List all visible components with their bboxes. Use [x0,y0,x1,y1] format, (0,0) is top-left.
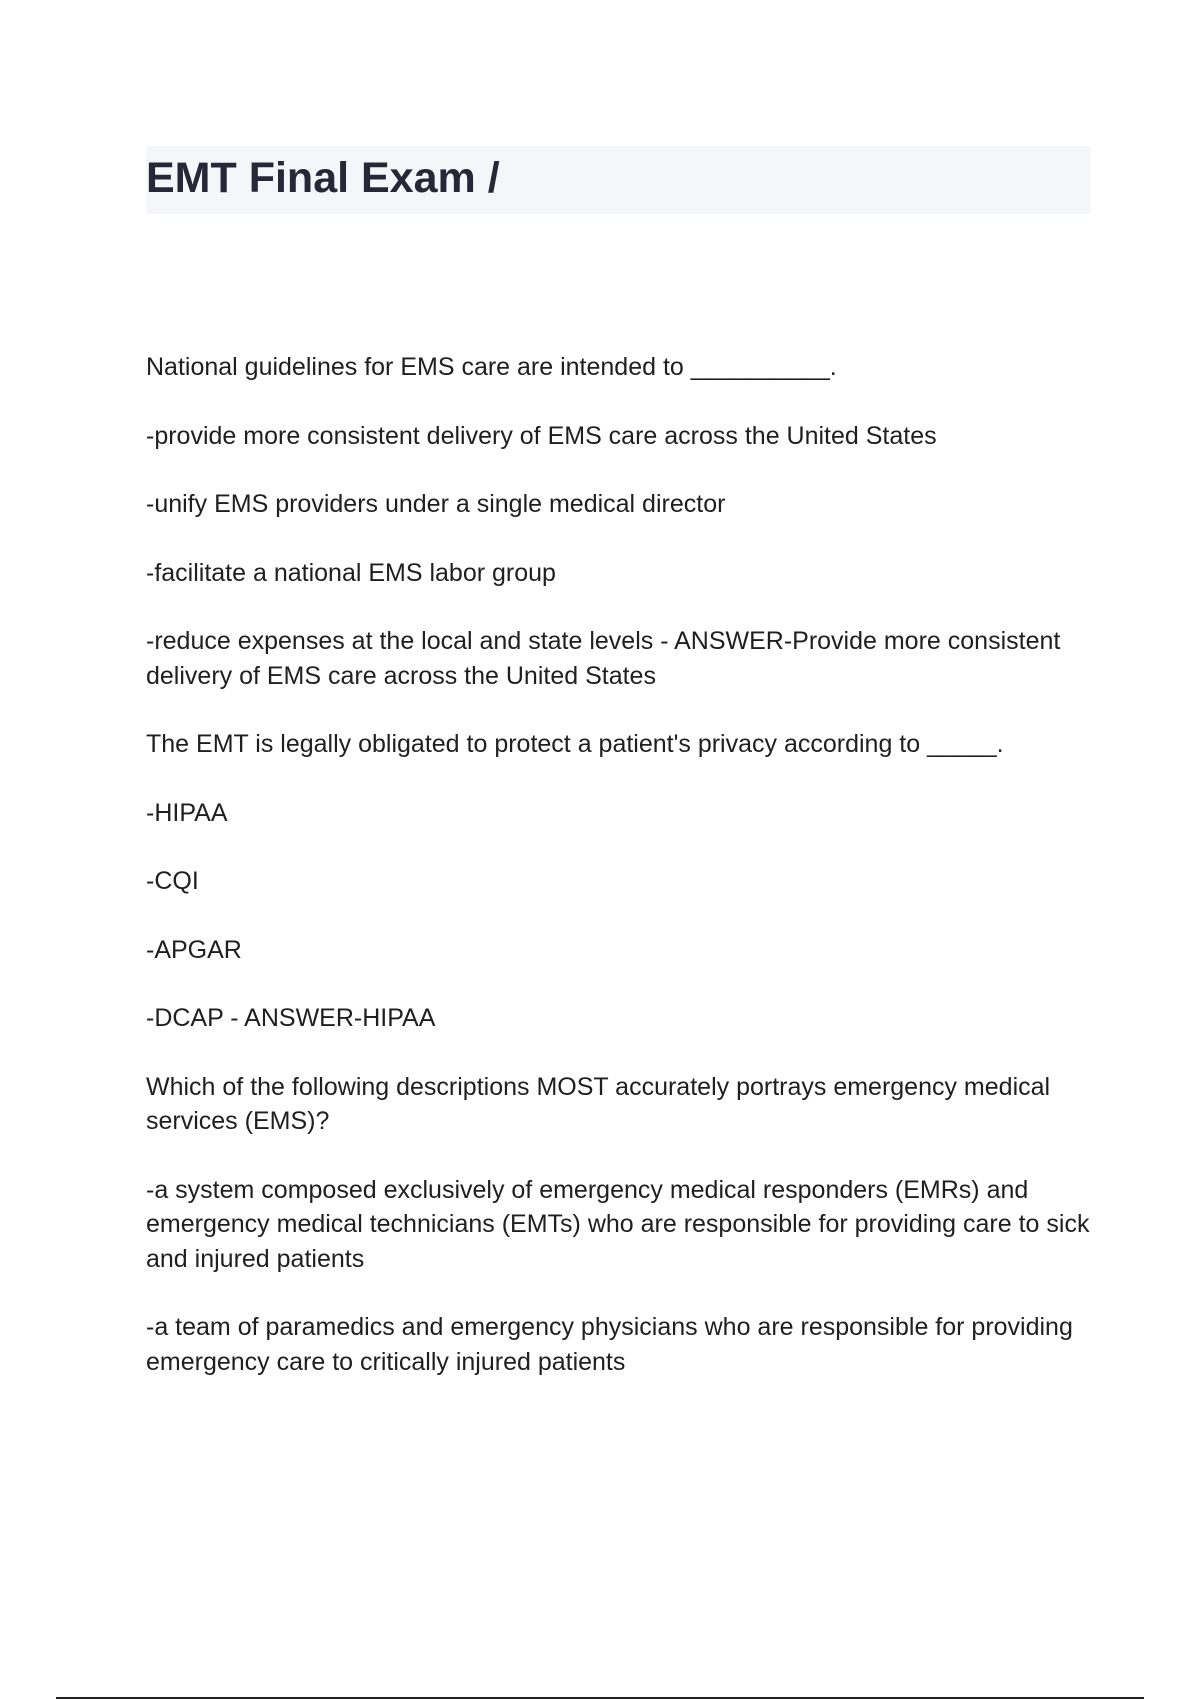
question-3-stem: Which of the following descriptions MOST accurately portrays emergency medical services (EMS)? [146,1072,1051,1135]
title-banner [146,146,1090,214]
question-1-stem: National guidelines for EMS care are intended to __________. [146,353,837,381]
question-1-option-c: -facilitate a national EMS labor group [146,558,556,587]
question-2-option-c: -APGAR [146,935,242,964]
question-3-option-b: -a team of paramedics and emergency physicians who are responsible for providing emergency care to critically injured patients [146,1313,1073,1376]
question-3-option-a: -a system composed exclusively of emergency medical responders (EMRs) and emergency medical technicians (EMTs) who are responsible for providing care to sick and injured patients [146,1175,1090,1273]
question-1-option-b: -unify EMS providers under a single medical director [146,490,726,518]
question-2-stem: The EMT is legally obligated to protect a patient's privacy according to _____. [146,730,1004,758]
document-body [146,350,1090,1413]
page-title: EMT Final Exam / [146,154,500,202]
question-2-option-d-answer: -DCAP - ANSWER-HIPAA [146,1004,436,1032]
question-2-option-a: -HIPAA [146,798,228,827]
question-1-option-a: -provide more consistent delivery of EMS care across the United States [146,421,937,450]
question-2-option-b: -CQI [146,867,199,895]
question-1-option-d-answer: -reduce expenses at the local and state levels - ANSWER-Provide more consistent delivery of EMS care across the United States [146,627,1061,690]
page-bottom-divider [56,1697,1144,1699]
